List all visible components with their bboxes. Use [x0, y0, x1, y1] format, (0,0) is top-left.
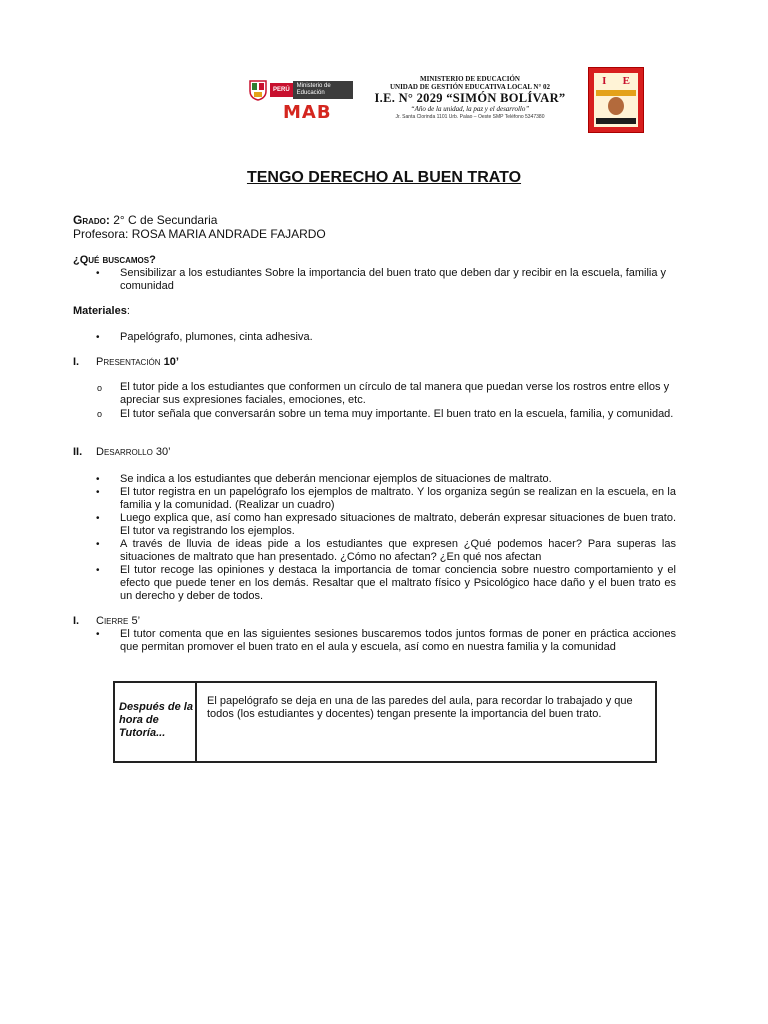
crest-letter-e: E — [622, 75, 630, 87]
cierre-heading: Cierre — [96, 615, 129, 627]
school-header — [356, 75, 584, 121]
bullet-icon: • — [96, 539, 100, 550]
bullet-icon: • — [96, 268, 100, 279]
school-name: I.E. N° 2029 “SIMÓN BOLÍVAR” — [374, 91, 566, 105]
presentacion-item: El tutor pide a los estudiantes que conformen un círculo de tal manera que puedan verse los rostros entre ellos y apreciar sus expresiones faciales, emociones, etc. — [120, 381, 670, 406]
cierre-numeral: I. — [73, 615, 80, 627]
ministry-name: MINISTERIO DE EDUCACIÓN — [420, 75, 520, 83]
desarrollo-heading: Desarrollo — [96, 446, 153, 458]
bullet-icon: • — [96, 474, 100, 485]
presentacion-heading-line — [96, 356, 179, 369]
crest-letter-i: I — [602, 75, 607, 87]
desarrollo-item: El tutor registra en un papelógrafo los ejemplos de maltrato. Y los organiza según se realizan en la escuela, en la familia y la comunidad. (Realizar un cuadro) — [120, 486, 676, 511]
bullet-icon: • — [96, 332, 100, 343]
grado-label: Grado: — [73, 213, 110, 227]
desarrollo-heading-line — [96, 446, 171, 459]
bullet-icon: • — [96, 487, 100, 498]
profesora-line: Profesora: ROSA MARIA ANDRADE FAJARDO — [73, 227, 326, 241]
page-title: TENGO DERECHO AL BUEN TRATO — [246, 169, 522, 186]
que-buscamos-heading: ¿Qué buscamos? — [73, 254, 156, 266]
que-buscamos-item: Sensibilizar a los estudiantes Sobre la importancia del buen trato que deben dar y recibir en la escuela, familia y comunidad — [120, 267, 667, 292]
materiales-item: Papelógrafo, plumones, cinta adhesiva. — [120, 331, 313, 343]
peru-shield-icon — [248, 79, 268, 101]
presentacion-numeral: I. — [73, 356, 80, 368]
school-crest-icon — [588, 67, 644, 133]
year-motto: “Año de la unidad, la paz y el desarrollo” — [410, 105, 530, 113]
desarrollo-time: 30’ — [152, 446, 171, 458]
materiales-heading: Materiales — [73, 305, 127, 317]
ugel-name: UNIDAD DE GESTIÓN EDUCATIVA LOCAL N° 02 — [389, 83, 551, 91]
presentacion-time: 10’ — [163, 356, 179, 368]
desarrollo-item: A través de lluvia de ideas pide a los estudiantes que expresen ¿Qué podemos hacer? Para superas las situaciones de maltrato que han presentado. ¿Cómo no afectan? ¿En qué nos afectan — [120, 538, 676, 563]
desarrollo-numeral: II. — [73, 446, 83, 458]
tutoria-text: El papelógrafo se deja en una de las paredes del aula, para recordar lo trabajado y que todos (los estudiantes y docentes) tengan presente la importancia del buen trato. — [207, 695, 633, 720]
bullet-icon: • — [96, 629, 100, 640]
cierre-item: El tutor comenta que en las siguientes sesiones buscaremos todos juntos formas de poner en práctica acciones que permitan promover el buen trato en el aula y escuela, así como en nuestra familia y la comunidad — [120, 628, 676, 653]
desarrollo-item: Se indica a los estudiantes que deberán mencionar ejemplos de situaciones de maltrato. — [120, 473, 552, 485]
tutoria-label: Después de la hora de Tutoría... — [115, 683, 197, 761]
circle-bullet-icon: o — [97, 409, 103, 419]
bullet-icon: • — [96, 513, 100, 524]
presentacion-heading: Presentación — [96, 356, 161, 368]
materiales-colon: : — [126, 305, 130, 317]
school-address: Jr. Santa Clorinda 1101 Urb. Palao – Oeste SMP Teléfono 5347380 — [395, 114, 545, 120]
mab-logo: MAB — [283, 102, 332, 123]
peru-label: PERÚ — [270, 83, 293, 97]
materiales-line — [73, 305, 676, 318]
grado-value: 2° C de Secundaria — [109, 213, 218, 227]
grado-line — [73, 213, 676, 227]
cierre-heading-line — [96, 615, 140, 628]
desarrollo-item: El tutor recoge las opiniones y destaca la importancia de tomar conciencia sobre nuestro comportamiento y el efecto que puede tener en los demás. Resaltar que el maltrato físico y Psicológico hace daño y el buen trato es un derecho y deber de todos. — [120, 564, 676, 602]
tutoria-box — [113, 681, 657, 763]
desarrollo-item: Luego explica que, así como han expresado situaciones de maltrato, deberán expresar situaciones de buen trato. El tutor va registrando los ejemplos. — [120, 512, 676, 537]
bullet-icon: • — [96, 565, 100, 576]
minedu-label: Ministerio de Educación — [293, 81, 353, 99]
minedu-logo — [248, 78, 354, 102]
cierre-time: 5’ — [128, 615, 141, 627]
presentacion-item: El tutor señala que conversarán sobre un tema muy importante. El buen trato en la escuela, familia, y comunidad. — [120, 408, 674, 420]
circle-bullet-icon: o — [97, 383, 103, 393]
